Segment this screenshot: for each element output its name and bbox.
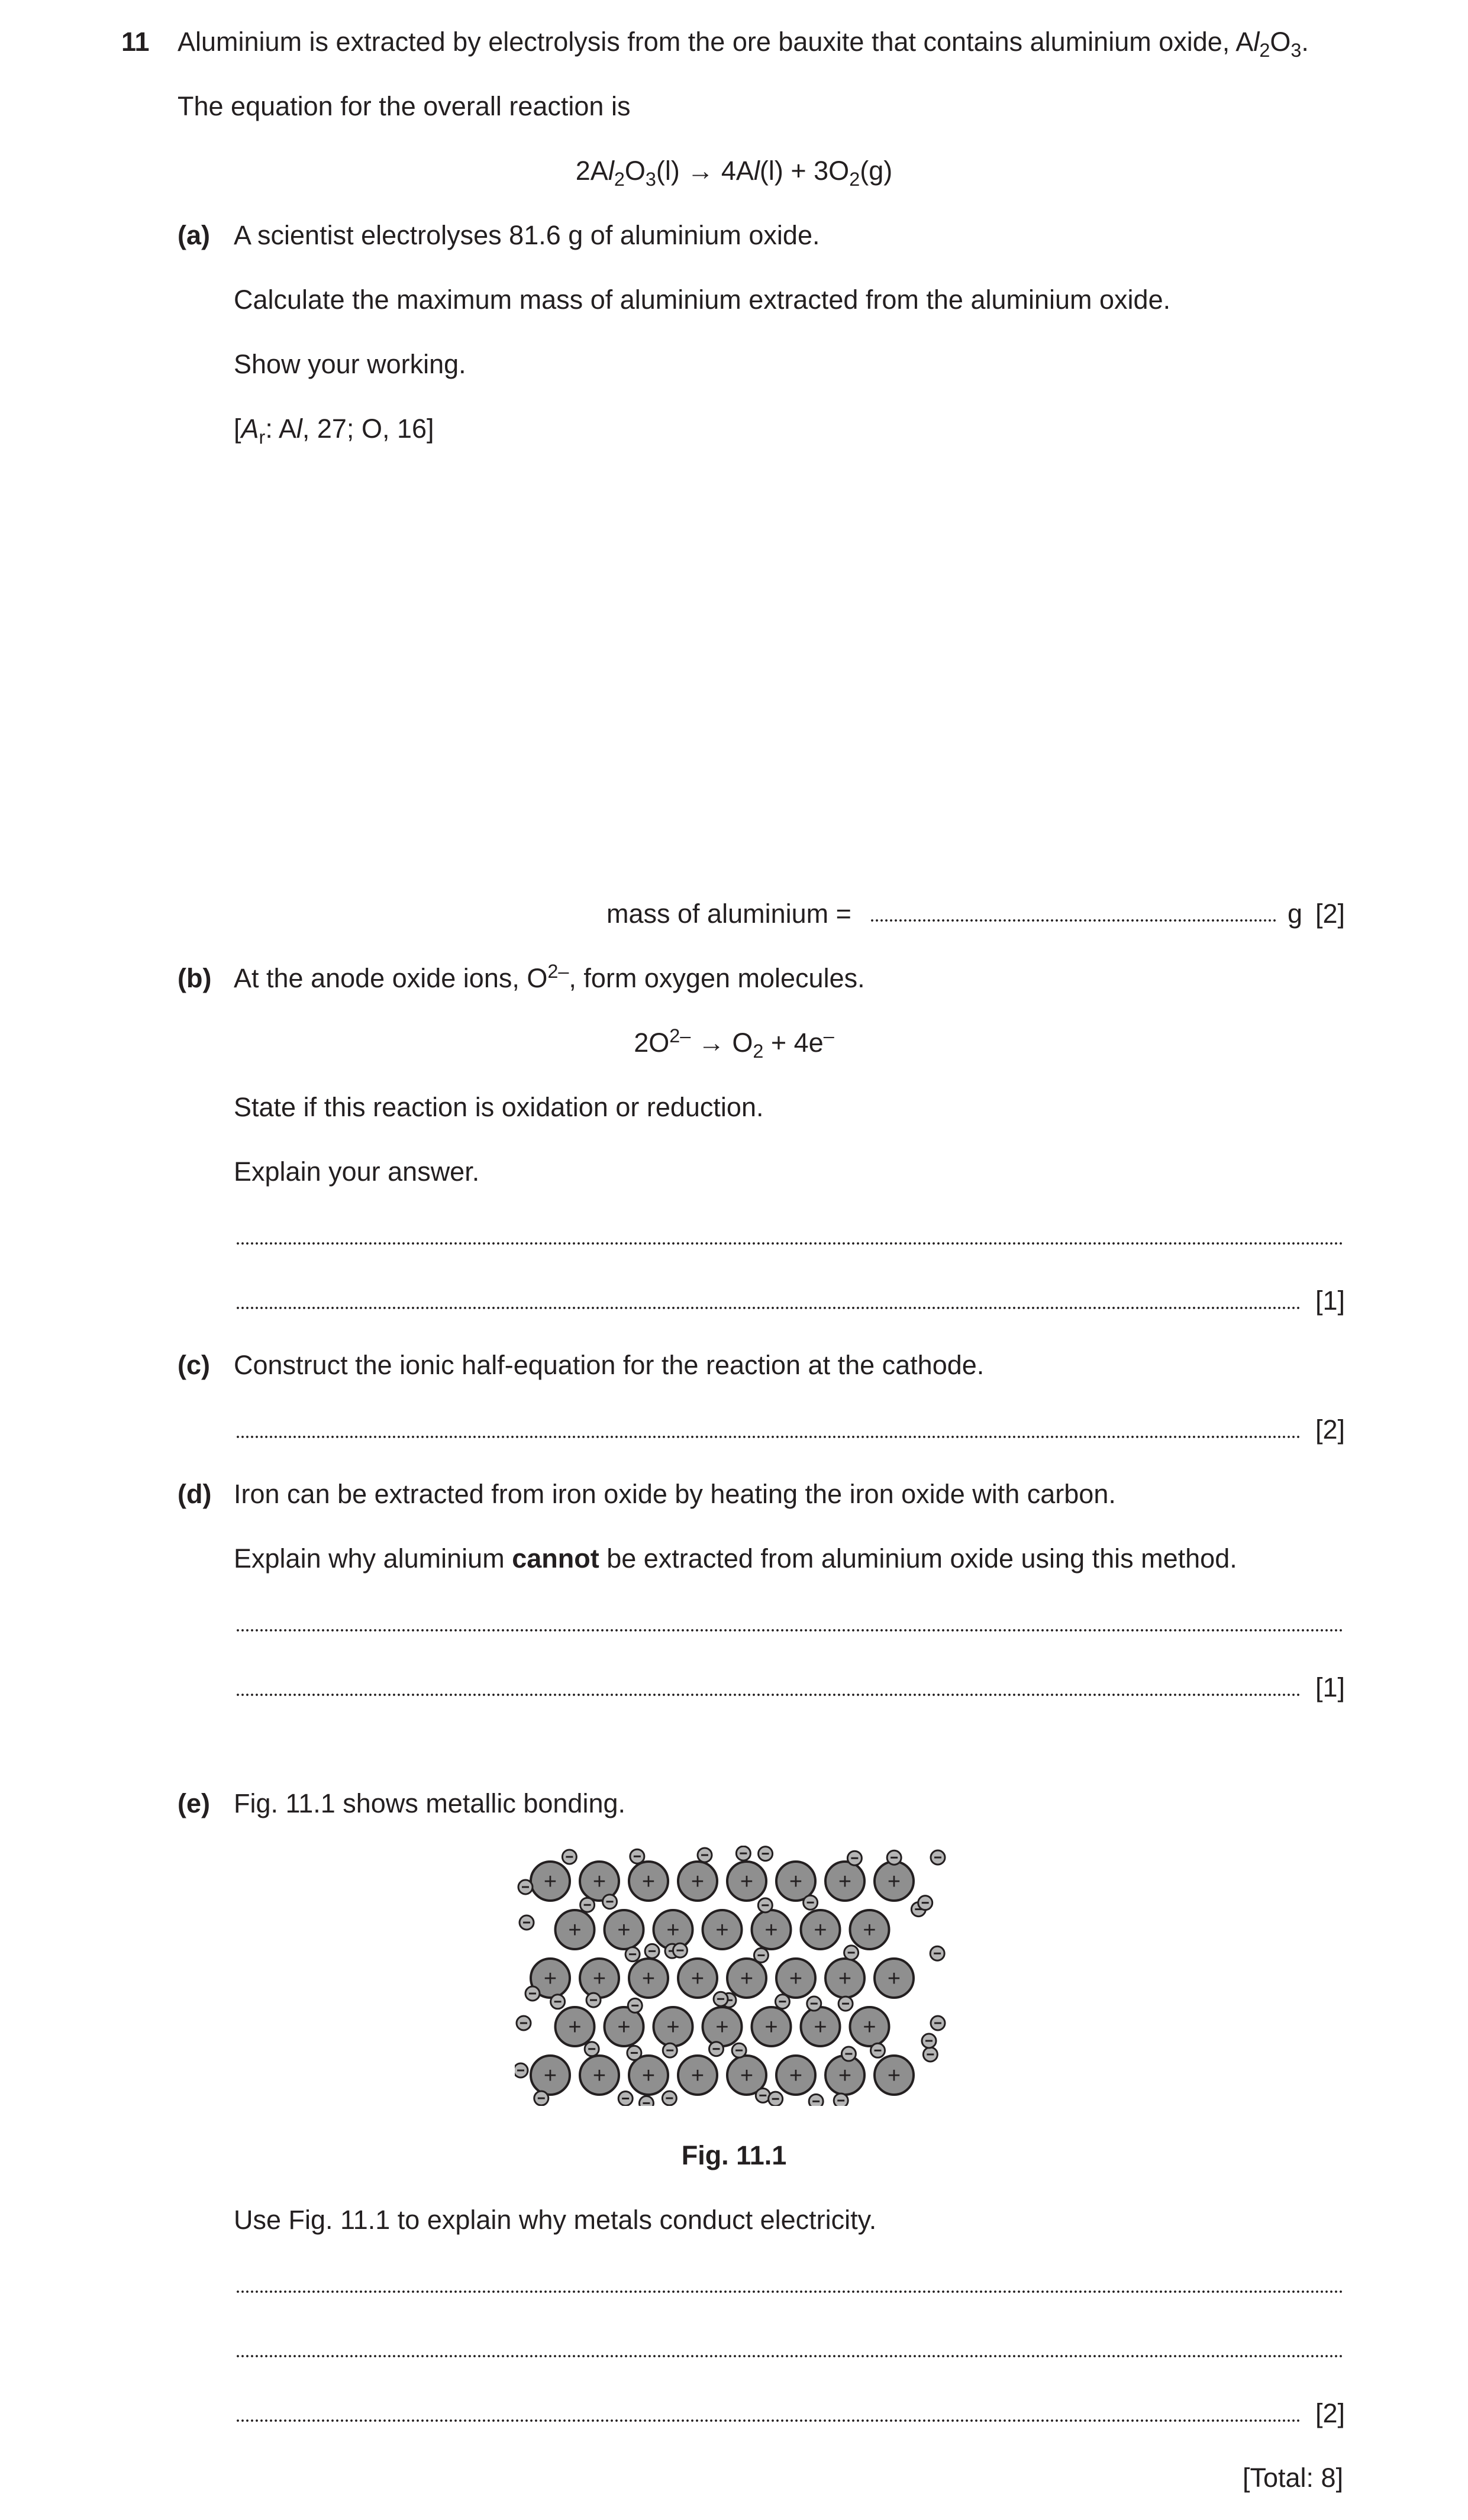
svg-text:+: + xyxy=(641,2063,656,2088)
delocalised-electron xyxy=(525,1986,540,2001)
delocalised-electron xyxy=(662,2091,676,2105)
delocalised-electron xyxy=(931,2016,945,2030)
delocalised-electron xyxy=(923,2047,937,2062)
delocalised-electron xyxy=(758,1898,772,1912)
figure-caption: Fig. 11.1 xyxy=(681,2140,787,2170)
positive-ion xyxy=(801,2007,840,2046)
positive-ion xyxy=(703,1910,742,1949)
svg-text:+: + xyxy=(592,1966,606,1991)
positive-ion xyxy=(727,1862,766,1901)
metallic-bonding-figure xyxy=(515,1846,953,2106)
positive-ion xyxy=(776,2056,815,2095)
svg-text:+: + xyxy=(715,1918,729,1943)
delocalised-electron xyxy=(618,2092,633,2106)
overall-equation: $2Al_2O_3(l) \to 4Al(l) + 3O_2(g)$ xyxy=(575,156,893,190)
part-e-label: (e) xyxy=(178,1788,210,1818)
delocalised-electron xyxy=(518,1880,533,1894)
svg-text:+: + xyxy=(863,2015,876,2040)
delocalised-electron xyxy=(517,2016,531,2030)
svg-text:+: + xyxy=(838,2063,852,2088)
part-d-answer-line-1[interactable] xyxy=(235,1628,1344,1633)
delocalised-electron xyxy=(759,1847,773,1861)
delocalised-electron xyxy=(714,1992,728,2006)
part-a-label: (a) xyxy=(178,220,210,250)
delocalised-electron xyxy=(515,2063,528,2078)
svg-text:+: + xyxy=(543,1869,557,1894)
svg-text:+: + xyxy=(715,2015,729,2040)
svg-text:+: + xyxy=(838,1966,852,1991)
part-b-answer-line-1[interactable] xyxy=(235,1241,1344,1246)
delocalised-electron xyxy=(630,1849,644,1863)
positive-ion xyxy=(580,2056,619,2095)
part-e-answer-line-1[interactable] xyxy=(235,2289,1344,2294)
part-e-marks: [2] xyxy=(1315,2398,1346,2428)
delocalised-electron xyxy=(645,1944,659,1958)
part-c-line-1: Construct the ionic half-equation for the reaction at the cathode. xyxy=(234,1350,985,1380)
part-b-line-3: Explain your answer. xyxy=(234,1156,480,1187)
delocalised-electron xyxy=(732,2043,746,2057)
svg-text:+: + xyxy=(887,1966,901,1991)
svg-text:+: + xyxy=(592,2063,606,2088)
svg-text:+: + xyxy=(740,1966,754,1991)
svg-text:+: + xyxy=(814,2015,827,2040)
delocalised-electron xyxy=(807,1996,821,2011)
svg-text:+: + xyxy=(863,1918,876,1943)
delocalised-electron xyxy=(627,2046,641,2060)
delocalised-electron xyxy=(534,2091,549,2105)
positive-ion xyxy=(727,1959,766,1998)
svg-text:+: + xyxy=(789,1966,803,1991)
svg-text:+: + xyxy=(887,1869,901,1894)
relative-atomic-masses: [$A_r$: Al, 27; O, 16] xyxy=(234,413,434,448)
svg-text:+: + xyxy=(764,2015,778,2040)
svg-text:+: + xyxy=(691,2063,705,2088)
delocalised-electron xyxy=(698,1848,712,1862)
delocalised-electron xyxy=(775,1995,789,2009)
svg-text:+: + xyxy=(691,1869,705,1894)
svg-text:+: + xyxy=(740,2063,754,2088)
delocalised-electron xyxy=(931,1850,945,1865)
mass-answer-unit: g xyxy=(1288,899,1303,929)
intro-line-2: The equation for the overall reaction is xyxy=(178,91,631,121)
part-e-answer-line-3[interactable] xyxy=(235,2418,1301,2423)
positive-ion xyxy=(678,2056,717,2095)
part-a-line-1: A scientist electrolyses 81.6 g of aluminium oxide. xyxy=(234,220,820,250)
positive-ion xyxy=(875,2056,914,2095)
positive-ion xyxy=(875,1862,914,1901)
delocalised-electron xyxy=(628,1998,642,2012)
part-a-line-2: Calculate the maximum mass of aluminium extracted from the aluminium oxide. xyxy=(234,285,1171,315)
part-d-marks: [1] xyxy=(1315,1672,1346,1702)
question-number: 11 xyxy=(121,27,150,57)
positive-ion xyxy=(850,1910,889,1949)
delocalised-electron xyxy=(551,1995,565,2009)
delocalised-electron xyxy=(922,2034,936,2048)
delocalised-electron xyxy=(834,2093,848,2106)
delocalised-electron xyxy=(603,1895,617,1909)
delocalised-electron xyxy=(520,1915,534,1930)
positive-ion xyxy=(531,1862,570,1901)
positive-ion xyxy=(678,1862,717,1901)
part-a-line-3: Show your working. xyxy=(234,349,466,379)
positive-ion xyxy=(776,1959,815,1998)
delocalised-electron xyxy=(844,1946,859,1960)
positive-ion xyxy=(556,1910,595,1949)
part-b-marks: [1] xyxy=(1315,1285,1346,1316)
svg-text:+: + xyxy=(592,1869,606,1894)
delocalised-electron xyxy=(709,2042,723,2056)
delocalised-electron xyxy=(838,1996,853,2011)
part-c-answer-line[interactable] xyxy=(235,1435,1301,1439)
part-b-answer-line-2[interactable] xyxy=(235,1306,1301,1310)
positive-ion xyxy=(580,1959,619,1998)
part-b-line-2: State if this reaction is oxidation or reduction. xyxy=(234,1092,764,1122)
positive-ion xyxy=(531,2056,570,2095)
svg-text:+: + xyxy=(887,2063,901,2088)
part-d-line-1: Iron can be extracted from iron oxide by heating the iron oxide with carbon. xyxy=(234,1479,1116,1509)
svg-text:+: + xyxy=(789,1869,803,1894)
svg-text:+: + xyxy=(666,1918,680,1943)
delocalised-electron xyxy=(562,1850,576,1864)
mass-answer-label: mass of aluminium = xyxy=(606,899,851,929)
part-b-label: (b) xyxy=(178,963,212,993)
delocalised-electron xyxy=(930,1946,944,1960)
delocalised-electron xyxy=(887,1850,901,1865)
svg-text:+: + xyxy=(814,1918,827,1943)
positive-ion xyxy=(629,1862,668,1901)
delocalised-electron xyxy=(736,1846,750,1860)
positive-ion xyxy=(556,2007,595,2046)
part-c-label: (c) xyxy=(178,1350,210,1380)
delocalised-electron xyxy=(769,2092,783,2106)
mass-answer-field[interactable] xyxy=(870,918,1277,923)
svg-text:+: + xyxy=(740,1869,754,1894)
svg-text:+: + xyxy=(838,1869,852,1894)
part-e-answer-line-2[interactable] xyxy=(235,2354,1344,2359)
positive-ion xyxy=(825,1959,864,1998)
svg-text:+: + xyxy=(691,1966,705,1991)
part-a-marks: [2] xyxy=(1315,899,1346,929)
svg-text:+: + xyxy=(789,2063,803,2088)
svg-text:+: + xyxy=(764,1918,778,1943)
positive-ion xyxy=(629,2056,668,2095)
part-d-label: (d) xyxy=(178,1479,212,1509)
positive-ion xyxy=(629,1959,668,1998)
intro-line-1: Aluminium is extracted by electrolysis from the ore bauxite that contains aluminium oxide, $Al_2O_3$. xyxy=(178,27,1309,61)
anode-equation: $2O^{2-} \to O_2 + 4e^-$ xyxy=(634,1025,834,1062)
delocalised-electron xyxy=(804,1895,818,1910)
part-d-answer-line-2[interactable] xyxy=(235,1692,1301,1697)
svg-text:+: + xyxy=(543,1966,557,1991)
delocalised-electron xyxy=(586,1993,601,2007)
positive-ion xyxy=(875,1959,914,1998)
delocalised-electron xyxy=(841,2047,856,2061)
svg-text:+: + xyxy=(568,1918,582,1943)
svg-text:+: + xyxy=(617,1918,631,1943)
svg-text:+: + xyxy=(641,1869,656,1894)
delocalised-electron xyxy=(585,2042,599,2056)
positive-ion xyxy=(825,1862,864,1901)
svg-text:+: + xyxy=(568,2015,582,2040)
positive-ion xyxy=(850,2007,889,2046)
part-c-marks: [2] xyxy=(1315,1414,1346,1445)
delocalised-electron xyxy=(809,2094,823,2106)
positive-ion xyxy=(825,2056,864,2095)
delocalised-electron xyxy=(870,2043,885,2057)
svg-text:+: + xyxy=(666,2015,680,2040)
part-e-line-1: Fig. 11.1 shows metallic bonding. xyxy=(234,1788,626,1818)
positive-ion xyxy=(752,2007,791,2046)
positive-ion xyxy=(678,1959,717,1998)
positive-ion xyxy=(801,1910,840,1949)
delocalised-electron xyxy=(918,1896,933,1910)
part-d-line-2: Explain why aluminium cannot be extracted from aluminium oxide using this method. xyxy=(234,1543,1237,1574)
delocalised-electron xyxy=(754,1948,768,1962)
svg-text:+: + xyxy=(543,2063,557,2088)
svg-text:+: + xyxy=(641,1966,656,1991)
delocalised-electron xyxy=(580,1898,595,1912)
delocalised-electron xyxy=(663,2043,677,2057)
svg-text:+: + xyxy=(617,2015,631,2040)
positive-ion xyxy=(703,2007,742,2046)
positive-ion xyxy=(605,1910,644,1949)
delocalised-electron xyxy=(625,1947,640,1962)
part-e-line-2: Use Fig. 11.1 to explain why metals conduct electricity. xyxy=(234,2205,877,2235)
part-b-line-1: At the anode oxide ions, $O^{2-}$, form oxygen molecules. xyxy=(234,961,865,993)
delocalised-electron xyxy=(639,2096,653,2106)
total-marks: [Total: 8] xyxy=(1243,2463,1344,2493)
positive-ion xyxy=(752,1910,791,1949)
positive-ion xyxy=(654,2007,693,2046)
delocalised-electron xyxy=(673,1943,687,1957)
delocalised-electron xyxy=(847,1851,862,1865)
